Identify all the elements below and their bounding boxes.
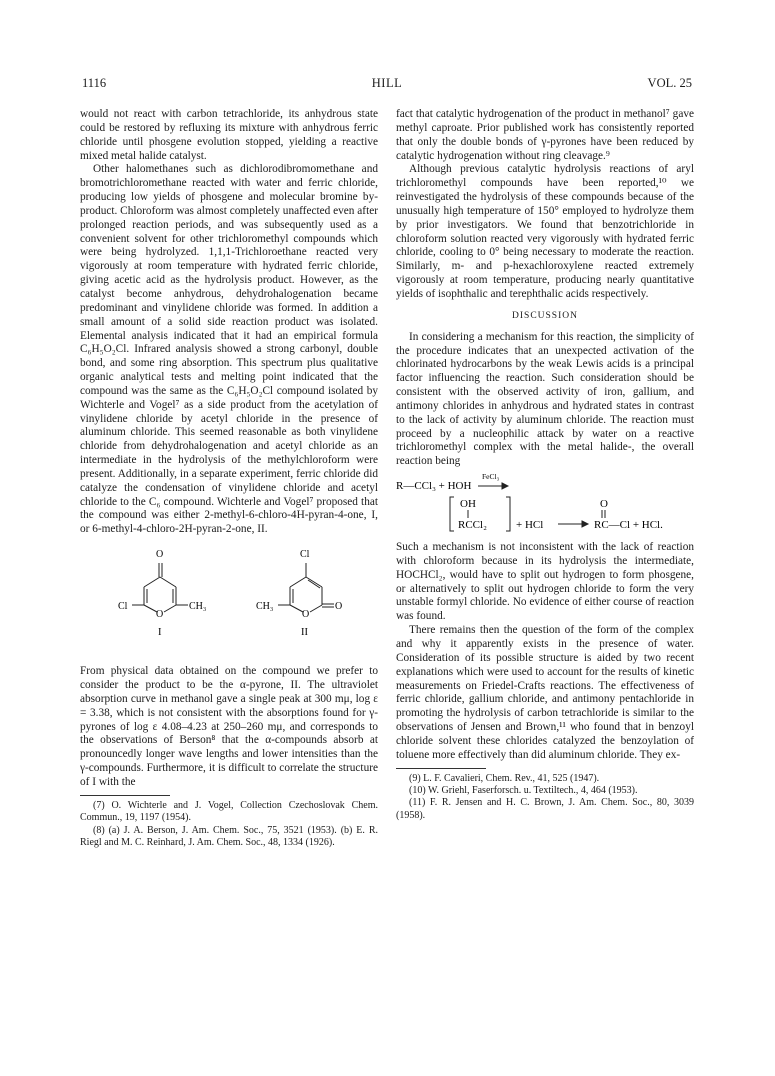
left-footnotes <box>80 800 378 850</box>
struct-II-label: II <box>301 627 308 639</box>
structure-I <box>132 563 188 612</box>
right-paragraph-1: fact that catalytic hydrogenation of the product in methanol⁷ gave methyl caproate. Prior published work has consistently reported that only the double bonds of γ-pyrones have been reduced by catalytic hydrogenation without ring cleavage.⁹ <box>396 108 694 162</box>
eq-product: RC—Cl + HCl. <box>594 519 663 532</box>
struct-I-o-top: O <box>156 549 164 561</box>
footnote-8: (8) (a) J. A. Berson, J. Am. Chem. Soc., 75, 3521 (1953). (b) E. R. Riegl and M. C. Reinhard, J. Am. Chem. Soc., 48, 1334 (1926). <box>80 824 378 848</box>
eq-arrow <box>478 483 508 489</box>
right-column <box>396 108 694 822</box>
right-paragraph-4: Such a mechanism is not inconsistent with the lack of reaction with chloroform because in its hydrolysis the intermediate, HOCHCl₂, would have to split out hydrogen to form phosgene, or alternatively to split out hydrogen chloride to form the very unstable formyl chloride. No evidence of either course of reaction was found. <box>396 541 694 623</box>
structure-II <box>278 563 334 612</box>
eq-product-o: O <box>600 498 608 511</box>
reaction-equation <box>396 471 694 537</box>
footnote-rule-right <box>396 768 486 769</box>
eq-complex: RCCl₂ <box>458 519 487 532</box>
eq-oh: OH <box>460 498 476 511</box>
right-paragraph-3: In considering a mechanism for this reaction, the simplicity of the procedure indicates that an unexpected activation of the chlorinated hydrocarbons by the weak Lewis acids is a principal factor influencing the reaction. Such consideration should be consistent with the observed activity of iron, gallium, and antimony chlorides in anhydrous and hydrated states in contrast to the lack of activity by aluminum chloride. The reaction must proceed by a nucleophilic attack by water on a reactive trichloromethyl complex with the metal halide-, the overall reaction being <box>396 330 694 468</box>
struct-I-o-ring: O <box>156 609 164 621</box>
running-author: HILL <box>371 76 403 90</box>
eq-catalyst: FeCl₃ <box>482 472 500 482</box>
page-number: 1116 <box>82 76 107 90</box>
footnote-rule <box>80 795 170 796</box>
eq-carbonyl <box>602 510 605 518</box>
eq-arrow-2 <box>558 521 588 527</box>
eq-reactants: R—CCl₃ + HOH <box>396 480 472 493</box>
struct-II-ch3: CH₃ <box>256 601 274 613</box>
footnote-11: (11) F. R. Jensen and H. C. Brown, J. Am. Chem. Soc., 80, 3039 (1958). <box>396 797 694 821</box>
left-paragraph-1: would not react with carbon tetrachloride, its anhydrous state could be restored by refluxing its mixture with anhydrous ferric chloride until phosgene evolution stopped, yielding a reactive mixed metal halide catalyst. <box>80 108 378 162</box>
struct-II-cl-top: Cl <box>300 549 310 561</box>
footnote-7: (7) O. Wichterle and J. Vogel, Collection Czechoslovak Chem. Commun., 19, 1197 (1954). <box>80 799 378 824</box>
struct-II-o-exo: O <box>335 601 343 613</box>
left-paragraph-3: From physical data obtained on the compound we prefer to consider the product to be the α-pyrone, II. The ultraviolet absorption curve in methanol gave a single peak at 300 mμ, log ε = 3.38, which is not consistent with the absorptions found for γ-pyrones of log ε 4.08–4.23 at 250–260 mμ, and corresponds to the observations of Berson⁸ that the α-compounds absorb at pronouncedly longer wave lengths and lower intensities than the γ-compounds. Furthermore, it is difficult to correlate the structure of I with the <box>80 665 378 788</box>
pyrone-structures <box>80 541 378 663</box>
struct-I-cl: Cl <box>118 601 128 613</box>
left-column <box>80 108 378 849</box>
eq-plus-hcl: + HCl <box>516 519 544 532</box>
left-paragraph-2: Other halomethanes such as dichlorodibromomethane and bromotrichloromethane reacted with water and ferric chloride, producing low yields of phosgene and molecular bromine by-product. Chloroform was almost completely unaffected even after prolonged reaction periods, and was subsequently used as a convenient solvent for other trichloromethyl compounds which were being hydrolyzed. 1,1,1-Trichloroethane reacted very vigorously at room temperature with hydrated ferric chloride, giving acetic acid as the hydrolysis product. However, as the catalyst become anhydrous, dehydrohalogenation became predominant and vinylidene chloride was formed. In addition a small amount of a solid side reaction product was isolated. Elemental analysis indicated that it had an empirical formula C₆H₅O₂Cl. Infrared analysis showed a strong carbonyl, double bond, and some ring absorption. This spectrum plus qualitative organic analytical tests and melting point indicated that the compound was the same as the C₆H₅O₂Cl compound isolated by Wichterle and Vogel⁷ as a side product from the acetylation of vinylidene chloride by acetyl chloride in the presence of aluminum chloride. This seemed reasonable as both vinylidene chloride from dehydrohalogenation and acetyl chloride as an intermediate in the hydrolysis of the methylchloroform were present. Additionally, in a separate experiment, ferric chloride did catalyze the condensation of vinylidene chloride and acetyl chloride to the C₆ compound. Wichterle and Vogel⁷ proposed that the compound was either 2-methyl-6-chloro-4H-pyran-4-one, I, or 6-methyl-4-chloro-2H-pyran-2-one, II. <box>80 163 378 536</box>
right-footnotes <box>396 773 694 823</box>
struct-I-ch3: CH₃ <box>189 601 207 613</box>
right-paragraph-2: Although previous catalytic hydrolysis reactions of aryl trichloromethyl compounds have been reported,¹⁰ we reinvestigated the hydrolysis of these compounds because of the unusually high temperature of 150° employed to hydrolyze them by prior investigators. We found that benzotrichloride in chloroform solution reacted very vigorously with hydrated ferric chloride, cooling to 0° being necessary to moderate the reaction. Similarly, m- and p-hexachloroxylene reacted extremely vigorously at room temperature, producing nearly quantitative yields of isophthalic and terephthalic acids respectively. <box>396 163 694 300</box>
right-paragraph-5: There remains then the question of the form of the complex and why it apparently exists in the presence of water. Consideration of its possible structure is aided by two recent explanations which were used to account for the results of kinetic measurements on Friedel-Crafts reactions. The effectiveness of ferric chloride, gallium chloride, and antimony pentachloride in promoting the hydrolysis of carbon tetrachloride is similar to the observations of Jensen and Brown,¹¹ who found that in benzoyl chloride solvent these chlorides catalyzed the benzoylation of toluene more effectively than did aluminum chloride. They ex- <box>396 624 694 761</box>
volume-label: VOL. 25 <box>647 76 692 90</box>
struct-II-o-ring: O <box>302 609 310 621</box>
section-heading: DISCUSSION <box>512 310 578 321</box>
footnote-10: (10) W. Griehl, Faserforsch. u. Textiltech., 4, 464 (1953). <box>409 785 638 796</box>
running-header <box>82 76 692 96</box>
footnote-9: (9) L. F. Cavalieri, Chem. Rev., 41, 525 (1947). <box>409 772 600 784</box>
struct-I-label: I <box>158 627 162 639</box>
